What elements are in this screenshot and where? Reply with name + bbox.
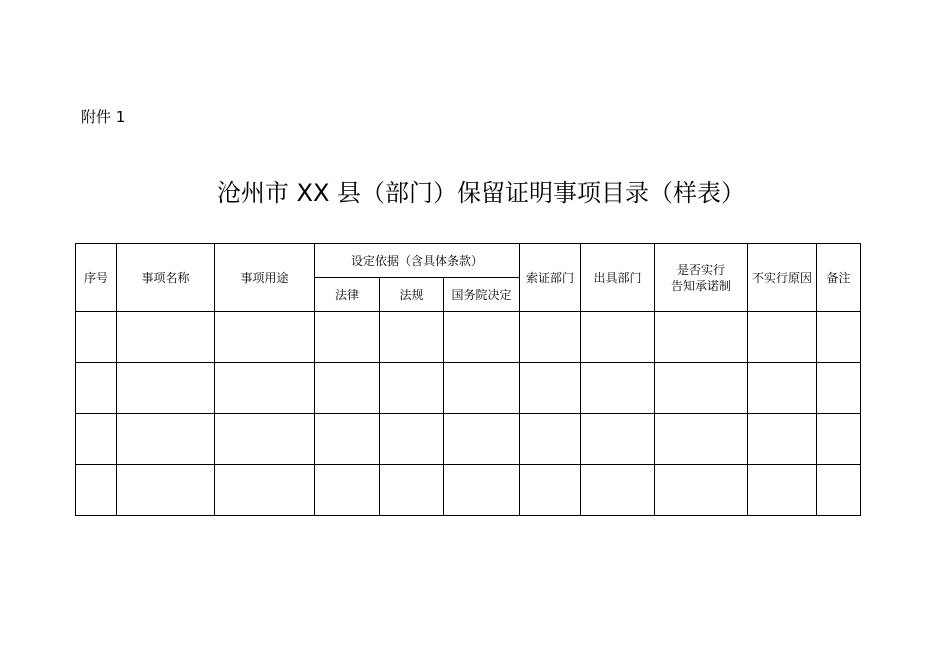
table-cell — [520, 465, 581, 516]
table-cell — [380, 414, 444, 465]
header-notice-commitment-line2: 告知承诺制 — [670, 278, 731, 293]
table-cell — [117, 312, 215, 363]
table-cell — [655, 312, 748, 363]
table-cell — [117, 363, 215, 414]
table-cell — [444, 312, 520, 363]
table-cell — [817, 363, 861, 414]
table-cell — [520, 363, 581, 414]
header-basis-law: 法律 — [315, 278, 380, 312]
table-cell — [520, 312, 581, 363]
table-cell — [76, 363, 117, 414]
table-cell — [817, 312, 861, 363]
table-row — [76, 414, 861, 465]
table-cell — [748, 312, 817, 363]
header-not-implemented-reason: 不实行原因 — [748, 244, 817, 312]
table-row — [76, 363, 861, 414]
table-cell — [215, 312, 315, 363]
table-cell — [380, 465, 444, 516]
header-basis-state-council: 国务院决定 — [444, 278, 520, 312]
header-requesting-dept: 索证部门 — [520, 244, 581, 312]
table-cell — [76, 414, 117, 465]
table-cell — [581, 363, 655, 414]
header-seq: 序号 — [76, 244, 117, 312]
header-item-name: 事项名称 — [117, 244, 215, 312]
table-cell — [117, 465, 215, 516]
table-cell — [315, 414, 380, 465]
table-row — [76, 312, 861, 363]
table-cell — [215, 363, 315, 414]
table-cell — [581, 414, 655, 465]
table-cell — [444, 414, 520, 465]
table-cell — [315, 465, 380, 516]
table-cell — [581, 465, 655, 516]
table-cell — [215, 465, 315, 516]
table-cell — [581, 312, 655, 363]
table-cell — [817, 465, 861, 516]
table-cell — [817, 414, 861, 465]
header-remarks: 备注 — [817, 244, 861, 312]
table-cell — [748, 465, 817, 516]
certificate-catalog-table — [75, 243, 861, 516]
table-cell — [444, 465, 520, 516]
table-cell — [315, 363, 380, 414]
table-cell — [655, 363, 748, 414]
table-row — [76, 465, 861, 516]
table-cell — [520, 414, 581, 465]
table-cell — [655, 465, 748, 516]
table-cell — [748, 363, 817, 414]
table-cell — [76, 465, 117, 516]
table-cell — [117, 414, 215, 465]
table-cell — [315, 312, 380, 363]
table-cell — [655, 414, 748, 465]
table-cell — [380, 363, 444, 414]
document-title: 沧州市 XX 县（部门）保留证明事项目录（样表） — [216, 179, 746, 207]
header-issuing-dept: 出具部门 — [581, 244, 655, 312]
header-row-1 — [76, 244, 861, 278]
header-item-use: 事项用途 — [215, 244, 315, 312]
table-cell — [380, 312, 444, 363]
header-notice-commitment — [655, 244, 748, 312]
table-cell — [76, 312, 117, 363]
table-cell — [748, 414, 817, 465]
header-notice-commitment-line1: 是否实行 — [676, 262, 725, 277]
table-cell — [444, 363, 520, 414]
header-basis-regulation: 法规 — [380, 278, 444, 312]
attachment-label: 附件 1 — [81, 108, 126, 126]
table-cell — [215, 414, 315, 465]
header-basis-group: 设定依据（含具体条款） — [315, 244, 520, 278]
